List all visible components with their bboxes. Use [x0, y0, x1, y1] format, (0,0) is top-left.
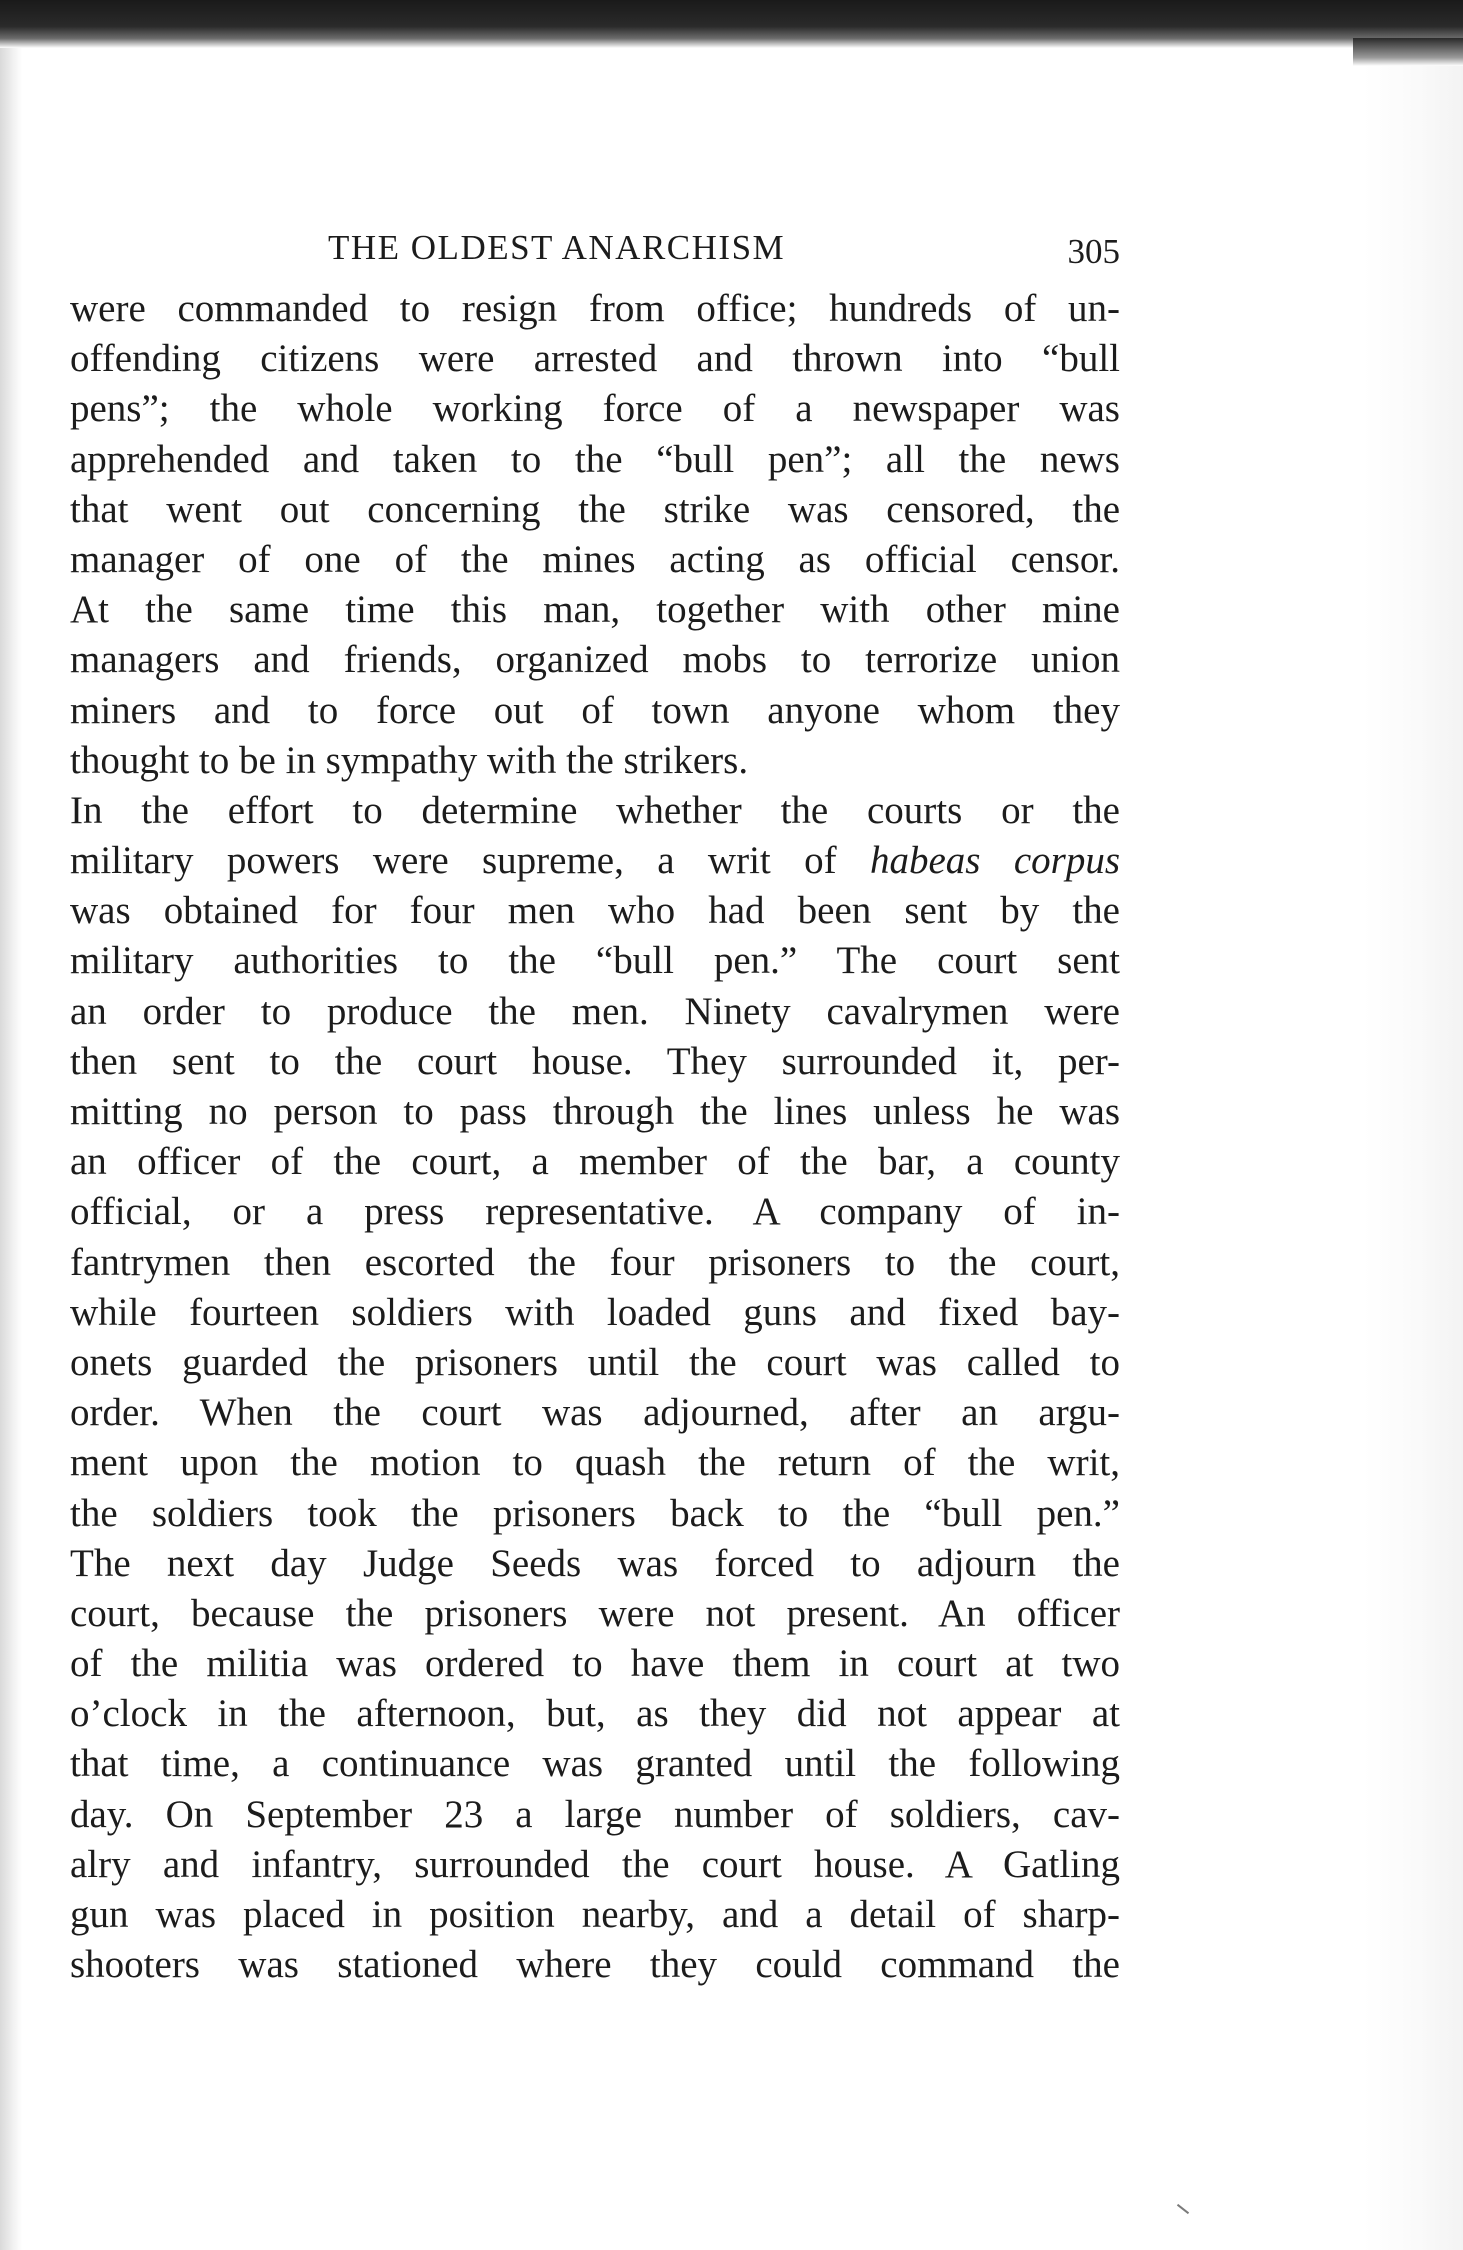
text-line: apprehended and taken to the “bull pen”; all the news — [70, 437, 1120, 481]
scan-top-corner — [1353, 38, 1463, 66]
text-run: military powers were supreme, a writ of — [70, 839, 870, 883]
text-line: manager of one of the mines acting as official censor. — [70, 537, 1120, 581]
text-line: thought to be in sympathy with the strikers. — [70, 738, 749, 782]
text-line: that time, a continuance was granted until the following — [70, 1742, 1120, 1786]
page-number: 305 — [1067, 232, 1120, 271]
text-line: gun was placed in position nearby, and a detail of sharp- — [70, 1893, 1120, 1936]
text-line: o’clock in the afternoon, but, as they did not appear at — [70, 1692, 1120, 1736]
text-line: while fourteen soldiers with loaded guns and fixed bay- — [70, 1290, 1120, 1334]
text-line: official, or a press representative. A company of in- — [70, 1190, 1120, 1234]
text-line: In the effort to determine whether the courts or the — [70, 788, 1120, 832]
text-line: At the same time this man, together with other mine — [70, 588, 1120, 632]
text-line: The next day Judge Seeds was forced to adjourn the — [70, 1541, 1120, 1585]
text-line: ment upon the motion to quash the return of the writ, — [70, 1441, 1120, 1485]
text-line: that went out concerning the strike was censored, the — [70, 487, 1120, 531]
text-line: shooters was stationed where they could command the — [70, 1943, 1120, 1987]
scan-speck — [1177, 2204, 1189, 2214]
text-line: day. On September 23 a large number of soldiers, cav- — [70, 1792, 1120, 1836]
scan-right-margin — [1363, 40, 1463, 2250]
paragraph-1 — [70, 284, 1120, 786]
text-line: military authorities to the “bull pen.” The court sent — [70, 939, 1120, 983]
scan-left-margin — [0, 0, 22, 2250]
italic-phrase: habeas corpus — [869, 839, 1120, 883]
text-line: then sent to the court house. They surrounded it, per- — [70, 1039, 1120, 1083]
text-line: order. When the court was adjourned, after an argu- — [70, 1391, 1120, 1435]
text-line: court, because the prisoners were not present. An officer — [70, 1591, 1120, 1635]
body-text — [70, 284, 1120, 1990]
text-line: was obtained for four men who had been sent by the — [70, 889, 1120, 933]
text-line: an officer of the court, a member of the bar, a county — [70, 1140, 1120, 1184]
running-title: THE OLDEST ANARCHISM — [328, 228, 786, 267]
text-line: pens”; the whole working force of a newspaper was — [70, 387, 1120, 431]
scan-top-border — [0, 0, 1463, 48]
text-line: the soldiers took the prisoners back to the “bull pen.” — [70, 1491, 1120, 1535]
text-line: of the militia was ordered to have them in court at two — [70, 1642, 1120, 1686]
text-line: mitting no person to pass through the lines unless he was — [70, 1090, 1120, 1133]
text-line: were commanded to resign from office; hundreds of un- — [70, 287, 1120, 330]
text-line: offending citizens were arrested and thrown into “bull — [70, 337, 1120, 381]
book-page — [70, 228, 1120, 1990]
text-line: fantrymen then escorted the four prisoners to the court, — [70, 1240, 1120, 1284]
text-line: onets guarded the prisoners until the court was called to — [70, 1340, 1120, 1384]
text-line: an order to produce the men. Ninety cavalrymen were — [70, 989, 1120, 1033]
running-head — [70, 228, 1120, 288]
text-line: managers and friends, organized mobs to terrorize union — [70, 638, 1120, 682]
text-line-with-italic — [70, 836, 1120, 886]
paragraph-2 — [70, 786, 1120, 1991]
text-line: miners and to force out of town anyone whom they — [70, 688, 1120, 732]
text-line: alry and infantry, surrounded the court house. A Gatling — [70, 1842, 1120, 1886]
